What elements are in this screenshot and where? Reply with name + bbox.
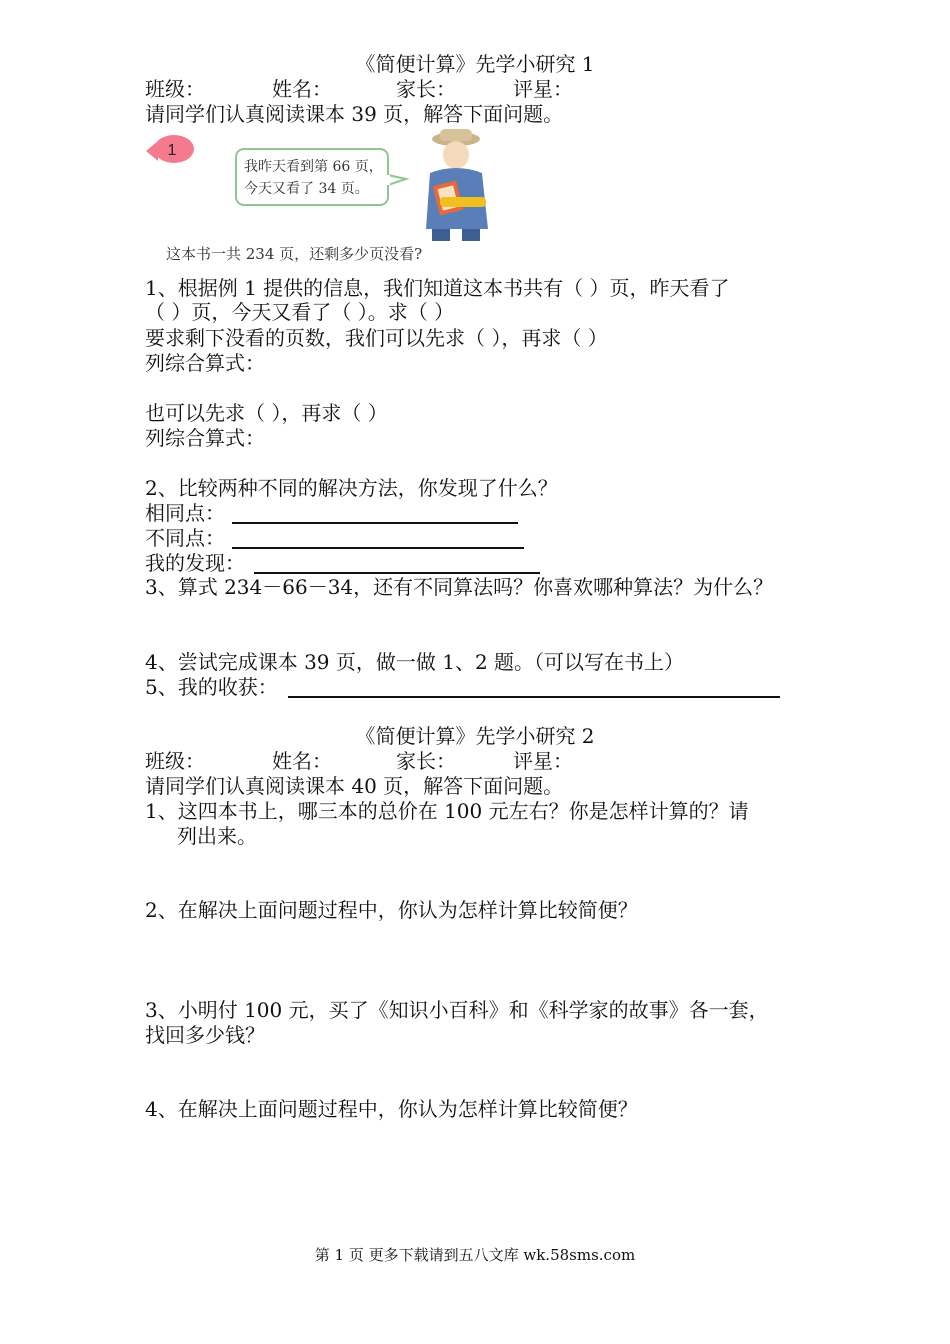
q2-diff-answer-line[interactable] [232,547,524,549]
q2-same-label: 相同点： [145,501,225,525]
q2-found-answer-line[interactable] [254,572,540,574]
q2-title: 2、比较两种不同的解决方法，你发现了什么？ [145,476,558,500]
q1-line5: 也可以先求（ ），再求（ ） [145,401,388,425]
header-class-label: 班级： [145,77,205,101]
q4-text: 4、尝试完成课本 39 页，做一做 1、2 题。（可以写在书上） [145,650,685,674]
q5-label: 5、我的收获： [145,675,278,699]
header2-class-label: 班级： [145,749,205,773]
part2-q1-line2: 列出来。 [177,824,257,848]
part2-q1-line1: 1、这四本书上，哪三本的总价在 100 元左右？你是怎样计算的？请 [145,799,749,823]
q2-same-answer-line[interactable] [232,522,518,524]
q1-line3: 要求剩下没看的页数，我们可以先求（ ），再求（ ） [145,326,608,350]
part1-title: 《简便计算》先学小研究 1 [355,52,595,76]
page-footer: 第 1 页 更多下载请到五八文库 wk.58sms.com [314,1246,636,1264]
part1-instruction: 请同学们认真阅读课本 39 页，解答下面问题。 [145,102,564,126]
illustration-svg [144,127,490,269]
part2-instruction: 请同学们认真阅读课本 40 页，解答下面问题。 [145,774,564,798]
q1-line6: 列综合算式： [145,426,265,450]
header-parent-label: 家长： [396,77,456,101]
part2-title: 《简便计算》先学小研究 2 [355,724,595,748]
boy-reading-figure [426,129,488,241]
header2-name-label: 姓名： [272,749,332,773]
header2-parent-label: 家长： [396,749,456,773]
bubble-line-2: 今天又看了 34 页。 [244,181,369,197]
q1-line2: （ ）页，今天又看了（ ）。求（ ） [145,300,455,324]
header-name-label: 姓名： [272,77,332,101]
header-rating-label: 评星： [513,77,573,101]
part2-q3-line2: 找回多少钱？ [145,1023,265,1047]
part2-q4: 4、在解决上面问题过程中，你认为怎样计算比较简便？ [145,1097,638,1121]
part2-q2: 2、在解决上面问题过程中，你认为怎样计算比较简便？ [145,898,638,922]
q2-found-label: 我的发现： [145,551,245,575]
illustration-question: 这本书一共 234 页，还剩多少页没看? [166,245,423,263]
q1-line4: 列综合算式： [145,351,265,375]
q5-answer-line[interactable] [288,696,780,698]
textbook-illustration [144,127,490,269]
part2-q3-line1: 3、小明付 100 元，买了《知识小百科》和《科学家的故事》各一套， [145,998,769,1022]
q1-line1: 1、根据例 1 提供的信息，我们知道这本书共有（ ）页，昨天看了 [145,276,730,300]
header2-rating-label: 评星： [513,749,573,773]
example-number: 1 [167,142,177,159]
q3-text: 3、算式 234－66－34，还有不同算法吗？你喜欢哪种算法？为什么？ [145,575,774,599]
q2-diff-label: 不同点： [145,526,225,550]
bubble-line-1: 我昨天看到第 66 页， [244,159,383,175]
